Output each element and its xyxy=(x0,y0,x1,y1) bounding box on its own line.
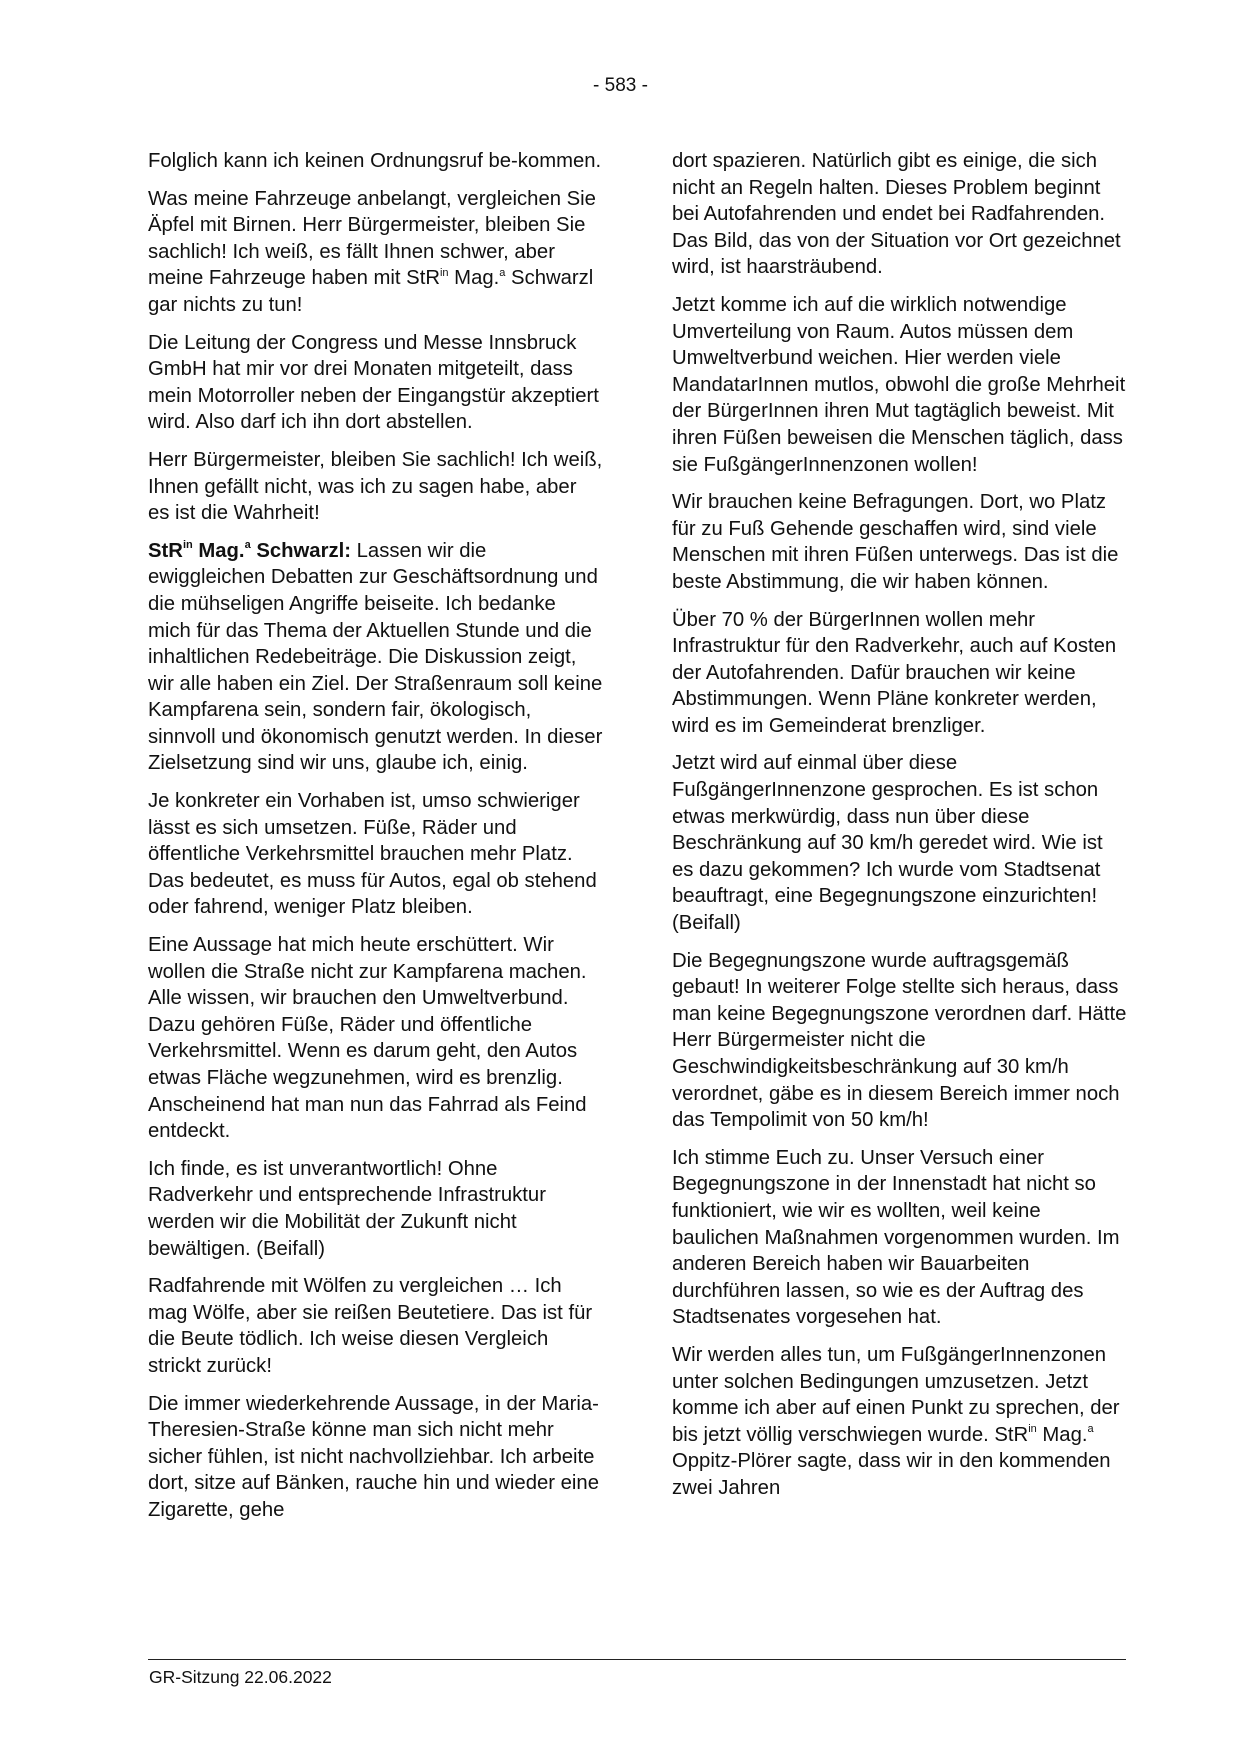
paragraph: Herr Bürgermeister, bleiben Sie sachlich! Ich weiß, Ihnen gefällt nicht, was ich zu sagen habe, aber es ist die Wahrheit! xyxy=(148,448,603,525)
paragraph: Eine Aussage hat mich heute erschüttert. Wir wollen die Straße nicht zur Kampfarena machen. Alle wissen, wir brauchen den Umweltverbund. Dazu gehören Füße, Räder und öffentliche Verkehrsmittel. Wenn es darum geht, den Autos etwas Fläche wegzunehmen, wird es brenzlig. Anscheinend hat man nun das Fahrrad als Feind entdeckt. xyxy=(148,934,587,1143)
paragraph: Die immer wiederkehrende Aussage, in der Maria-Theresien-Straße könne man sich nicht mehr sicher fühlen, ist nicht nachvollziehbar. Ich arbeite dort, sitze auf Bänken, rauche hin und wieder eine Zigarette, gehe xyxy=(148,1392,599,1521)
footer-session-date: GR-Sitzung 22.06.2022 xyxy=(149,1667,332,1687)
paragraph: dort spazieren. Natürlich gibt es einige, die sich nicht an Regeln halten. Dieses Problem beginnt bei Autofahrenden und endet bei Radfahrenden. Das Bild, das von der Situation vor Ort gezeichnet wird, ist haarsträubend. xyxy=(672,150,1121,279)
paragraph-text: Mag. xyxy=(448,267,500,290)
superscript: a xyxy=(244,538,251,551)
paragraph-text: Wir werden alles tun, um FußgängerInnenzonen unter solchen Bedingungen umzusetzen. Jetzt komme ich aber auf einen Punkt zu sprechen, der bis jetzt völlig verschwiegen wurde. StR xyxy=(672,1343,1120,1446)
speaker-title: Mag. xyxy=(192,539,245,562)
paragraph-text: Was meine Fahrzeuge anbelangt, vergleichen Sie Äpfel mit Birnen. Herr Bürgermeister, bleiben Sie sachlich! Ich weiß, es fällt Ihnen schwer, aber meine Fahrzeuge haben mit StR xyxy=(148,187,596,290)
paragraph: Die Leitung der Congress und Messe Innsbruck GmbH hat mir vor drei Monaten mitgeteilt, dass mein Motorroller neben der Eingangstür akzeptiert wird. Also darf ich ihn dort abstellen. xyxy=(148,331,599,434)
speaker-name: Schwarzl: xyxy=(250,539,351,562)
paragraph: Wir brauchen keine Befragungen. Dort, wo Platz für zu Fuß Gehende geschaffen wird, sind viele Menschen mit ihren Füßen unterwegs. Das ist die beste Abstimmung, die wir haben können. xyxy=(672,491,1119,593)
superscript: in xyxy=(182,538,193,551)
superscript: in xyxy=(1028,1422,1037,1435)
paragraph-text: Lassen wir die ewiggleichen Debatten zur Geschäftsordnung und die mühseligen Angriffe beiseite. Ich bedanke mich für das Thema der Aktuellen Stunde und die inhaltlichen Redebeiträge. Die Diskussion zeigt, wir alle haben ein Ziel. Der Straßenraum soll keine Kampfarena sein, sondern fair, ökologisch, sinnvoll und ökonomisch genutzt werden. In dieser Zielsetzung sind wir uns, glaube ich, einig. xyxy=(148,539,603,775)
paragraph: Je konkreter ein Vorhaben ist, umso schwieriger lässt es sich umsetzen. Füße, Räder und öffentliche Verkehrsmittel brauchen mehr Platz. Das bedeutet, es muss für Autos, egal ob stehend oder fahrend, weniger Platz bleiben. xyxy=(148,790,597,919)
page-number: - 583 - xyxy=(593,75,648,96)
paragraph: Folglich kann ich keinen Ordnungsruf be-kommen. xyxy=(148,150,602,172)
paragraph-text: Mag. xyxy=(1036,1423,1088,1446)
right-column xyxy=(672,148,1127,1513)
speaker-label xyxy=(148,540,351,562)
left-column xyxy=(148,148,603,1535)
footer-divider xyxy=(148,1659,1126,1660)
superscript: in xyxy=(439,266,449,279)
superscript: a xyxy=(499,266,506,279)
paragraph: Jetzt komme ich auf die wirklich notwendige Umverteilung von Raum. Autos müssen dem Umweltverbund weichen. Hier werden viele MandatarInnen mutlos, obwohl die große Mehrheit der BürgerInnen ihren Mut tagtäglich beweist. Mit ihren Füßen beweisen die Menschen täglich, dass sie FußgängerInnenzonen wollen! xyxy=(672,293,1126,476)
paragraph: Radfahrende mit Wölfen zu vergleichen … Ich mag Wölfe, aber sie reißen Beutetiere. Das ist für die Beute tödlich. Ich weise diesen Vergleich strickt zurück! xyxy=(148,1275,593,1377)
paragraph-text: Schwarzl gar nichts zu tun! xyxy=(148,267,594,316)
paragraph xyxy=(148,538,603,777)
superscript: a xyxy=(1087,1422,1094,1435)
paragraph xyxy=(148,186,603,319)
paragraph: Die Begegnungszone wurde auftragsgemäß gebaut! In weiterer Folge stellte sich heraus, dass man keine Begegnungszone verordnen darf. Hätte Herr Bürgermeister nicht die Geschwindigkeitsbeschränkung auf 30 km/h verordnet, gäbe es in diesem Bereich immer noch das Tempolimit von 50 km/h! xyxy=(672,949,1127,1132)
paragraph: Ich finde, es ist unverantwortlich! Ohne Radverkehr und entsprechende Infrastruktur werden wir die Mobilität der Zukunft nicht bewältigen. (Beifall) xyxy=(148,1157,546,1260)
paragraph: Ich stimme Euch zu. Unser Versuch einer Begegnungszone in der Innenstadt hat nicht so funktioniert, wie wir es wollten, weil keine baulichen Maßnahmen vorgenommen wurden. Im anderen Bereich haben wir Bauarbeiten durchführen lassen, so wie es der Auftrag des Stadtsenates vorgesehen hat. xyxy=(672,1146,1120,1329)
paragraph: Über 70 % der BürgerInnen wollen mehr Infrastruktur für den Radverkehr, auch auf Kosten der Autofahrenden. Dafür brauchen wir keine Abstimmungen. Wenn Pläne konkreter werden, wird es im Gemeinderat brenzliger. xyxy=(672,608,1117,737)
paragraph-text: Oppitz-Plörer sagte, dass wir in den kommenden zwei Jahren xyxy=(672,1450,1111,1499)
paragraph: Jetzt wird auf einmal über diese FußgängerInnenzone gesprochen. Es ist schon etwas merkwürdig, dass nun über diese Beschränkung auf 30 km/h geredet wird. Wie ist es dazu gekommen? Ich wurde vom Stadtsenat beauftragt, eine Begegnungszone einzurichten! (Beifall) xyxy=(672,752,1103,935)
paragraph xyxy=(672,1342,1127,1502)
speaker-prefix: StR xyxy=(148,539,183,562)
